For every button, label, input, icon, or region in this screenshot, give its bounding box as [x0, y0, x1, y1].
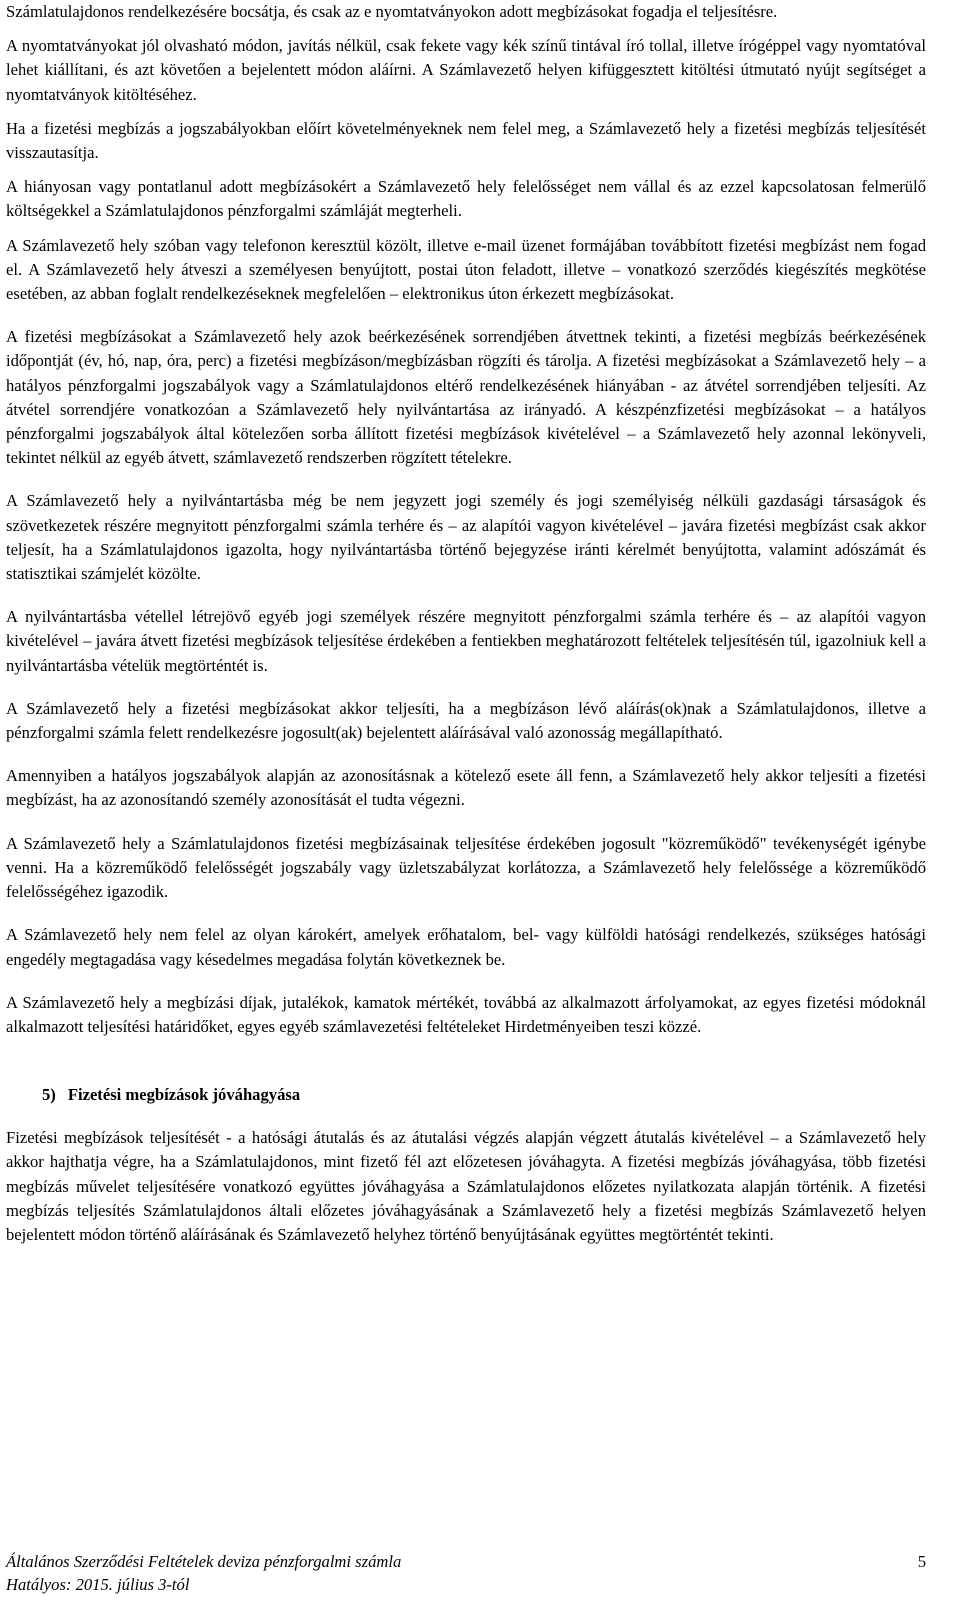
paragraph-rejection: Ha a fizetési megbízás a jogszabályokban előírt követelményeknek nem felel meg, a Számlavezető hely a fizetési megbízás teljesítését visszautasítja.	[6, 118, 926, 163]
page-footer	[6, 1550, 926, 1596]
paragraph-unregistered-entities: A Számlavezető hely a nyilvántartásba még be nem jegyzett jogi személy és jogi személyiség nélküli gazdasági társaságok és szövetkezetek részére megnyitott pénzforgalmi számla terhére és – az alapítói vagyon kivételével – javára fizetési megbízást csak akkor teljesít, ha a Számlatulajdonos igazolta, hogy nyilvántartásba történő bejegyzése iránti kérelmét benyújtotta, valamint adószámát és statisztikai számjelét közölte.	[6, 491, 926, 584]
document-page	[6, 0, 926, 1247]
paragraph-form-filling: A nyomtatványokat jól olvasható módon, javítás nélkül, csak fekete vagy kék színű tintával író tollal, illetve írógéppel vagy nyomtatóval lehet kiállítani, és azt követően a bejelentett módon aláírni. A Számlavezető helyen kifüggesztett kitöltési útmutató nyújt segítséget a nyomtatványok kitöltéséhez.	[6, 36, 926, 104]
paragraph-intro: Számlatulajdonos rendelkezésére bocsátja, és csak az e nyomtatványokon adott megbízásokat fogadja el teljesítésre.	[6, 2, 778, 21]
paragraph-acceptance-channels: A Számlavezető hely szóban vagy telefonon keresztül közölt, illetve e-mail üzenet formájában továbbított fizetési megbízást nem fogad el. A Számlavezető hely átveszi a személyesen benyújtott, postai úton feladott, illetve – vonatkozó szerződés kiegészítés megkötése esetében, az abban foglalt rendelkezéseknek megfelelően – elektronikus úton érkezett megbízásokat.	[6, 235, 926, 304]
paragraph-approval: Fizetési megbízások teljesítését - a hatósági átutalás és az átutalási végzés alapján végzett átutalás kivételével – a Számlavezető hely akkor hajthatja végre, ha a Számlatulajdonos, mint fizető fél azt előzetesen jóváhagyta. A fizetési megbízás jóváhagyása, több fizetési megbízás művelet teljesítésére vonatkozó együttes jóváhagyása a Számlatulajdonos előzetes nyilatkozata alapján történik. A fizetési megbízás teljesítés Számlatulajdonos általi előzetes jóváhagyásának a Számlavezető hely a fizetési megbízás Számlavezető helyen bejelentett módon történő aláírásának és Számlavezető helyhez történő benyújtásának együttes megtörténtét tekinti.	[6, 1128, 926, 1244]
footer-document-title: Általános Szerződési Feltételek deviza pénzforgalmi számla	[6, 1552, 402, 1571]
paragraph-other-legal-entities: A nyilvántartásba vétellel létrejövő egyéb jogi személyek részére megnyitott pénzforgalmi számla terhére és – az alapítói vagyon kivételével – javára átvett fizetési megbízások teljesítése érdekében a fentiekben meghatározott feltételek teljesítésén túl, igazolniuk kell a nyilvántartásba vételük megtörténtét is.	[6, 607, 926, 675]
paragraph-identification: Amennyiben a hatályos jogszabályok alapján az azonosításnak a kötelező esete áll fenn, a Számlavezető hely akkor teljesíti a fizetési megbízást, ha az azonosítandó személy azonosítását el tudta végezni.	[6, 766, 926, 810]
paragraph-fees: A Számlavezető hely a megbízási díjak, jutalékok, kamatok mértékét, továbbá az alkalmazott árfolyamokat, az egyes fizetési módoknál alkalmazott teljesítési határidőket, egyes egyéb számlavezetési feltételeket Hirdetményeiben teszi közzé.	[6, 992, 926, 1036]
section-number: 5)	[42, 1085, 56, 1105]
paragraph-force-majeure: A Számlavezető hely nem felel az olyan károkért, amelyek erőhatalom, bel- vagy külföldi hatósági rendelkezés, szükséges hatósági engedély megtagadása vagy késedelmes megadása folytán következnek be.	[6, 925, 926, 969]
paragraph-signature-check: A Számlavezető hely a fizetési megbízásokat akkor teljesíti, ha a megbízáson lévő aláírás(ok)nak a Számlatulajdonos, illetve a pénzforgalmi számla felett rendelkezésre jogosult(ak) bejelentett aláírásával való azonosság megállapítható.	[6, 698, 926, 743]
section-heading	[42, 1083, 926, 1107]
paragraph-order-sequence: A fizetési megbízásokat a Számlavezető hely azok beérkezésének sorrendjében átvettnek tekinti, a fizetési megbízás beérkezésének időpontját (év, hó, nap, óra, perc) a fizetési megbízáson/megbízásban rögzíti és tárolja. A fizetési megbízásokat a Számlavezető hely – a hatályos pénzforgalmi jogszabályok vagy a Számlatulajdonos eltérő rendelkezésének hiányában - az átvétel sorrendjében teljesíti. Az átvétel sorrendjére vonatkozóan a Számlavezető hely nyilvántartása az irányadó. A készpénzfizetési megbízásokat – a hatályos pénzforgalmi jogszabályok által kötelezően sorba állított fizetési megbízások kivételével – a Számlavezető hely azonnal lekönyveli, tekintet nélkül az egyéb átvett, számlavezető rendszerben rögzített tételekre.	[6, 327, 926, 468]
section-title: Fizetési megbízások jóváhagyása	[67, 1085, 301, 1105]
footer-effective-date: Hatályos: 2015. július 3-tól	[6, 1575, 190, 1594]
page-number: 5	[917, 1552, 926, 1571]
paragraph-liability: A hiányosan vagy pontatlanul adott megbízásokért a Számlavezető hely felelősséget nem vállal és az ezzel kapcsolatosan felmerülő költségekkel a Számlatulajdonos pénzforgalmi számláját megterheli.	[6, 177, 926, 221]
paragraph-intermediary: A Számlavezető hely a Számlatulajdonos fizetési megbízásainak teljesítése érdekében jogosult "közreműködő" tevékenységét igénybe venni. Ha a közreműködő felelősségét jogszabály vagy üzletszabályzat korlátozza, a Számlavezető hely felelőssége a közreműködő felelősségéhez igazodik.	[6, 833, 926, 902]
